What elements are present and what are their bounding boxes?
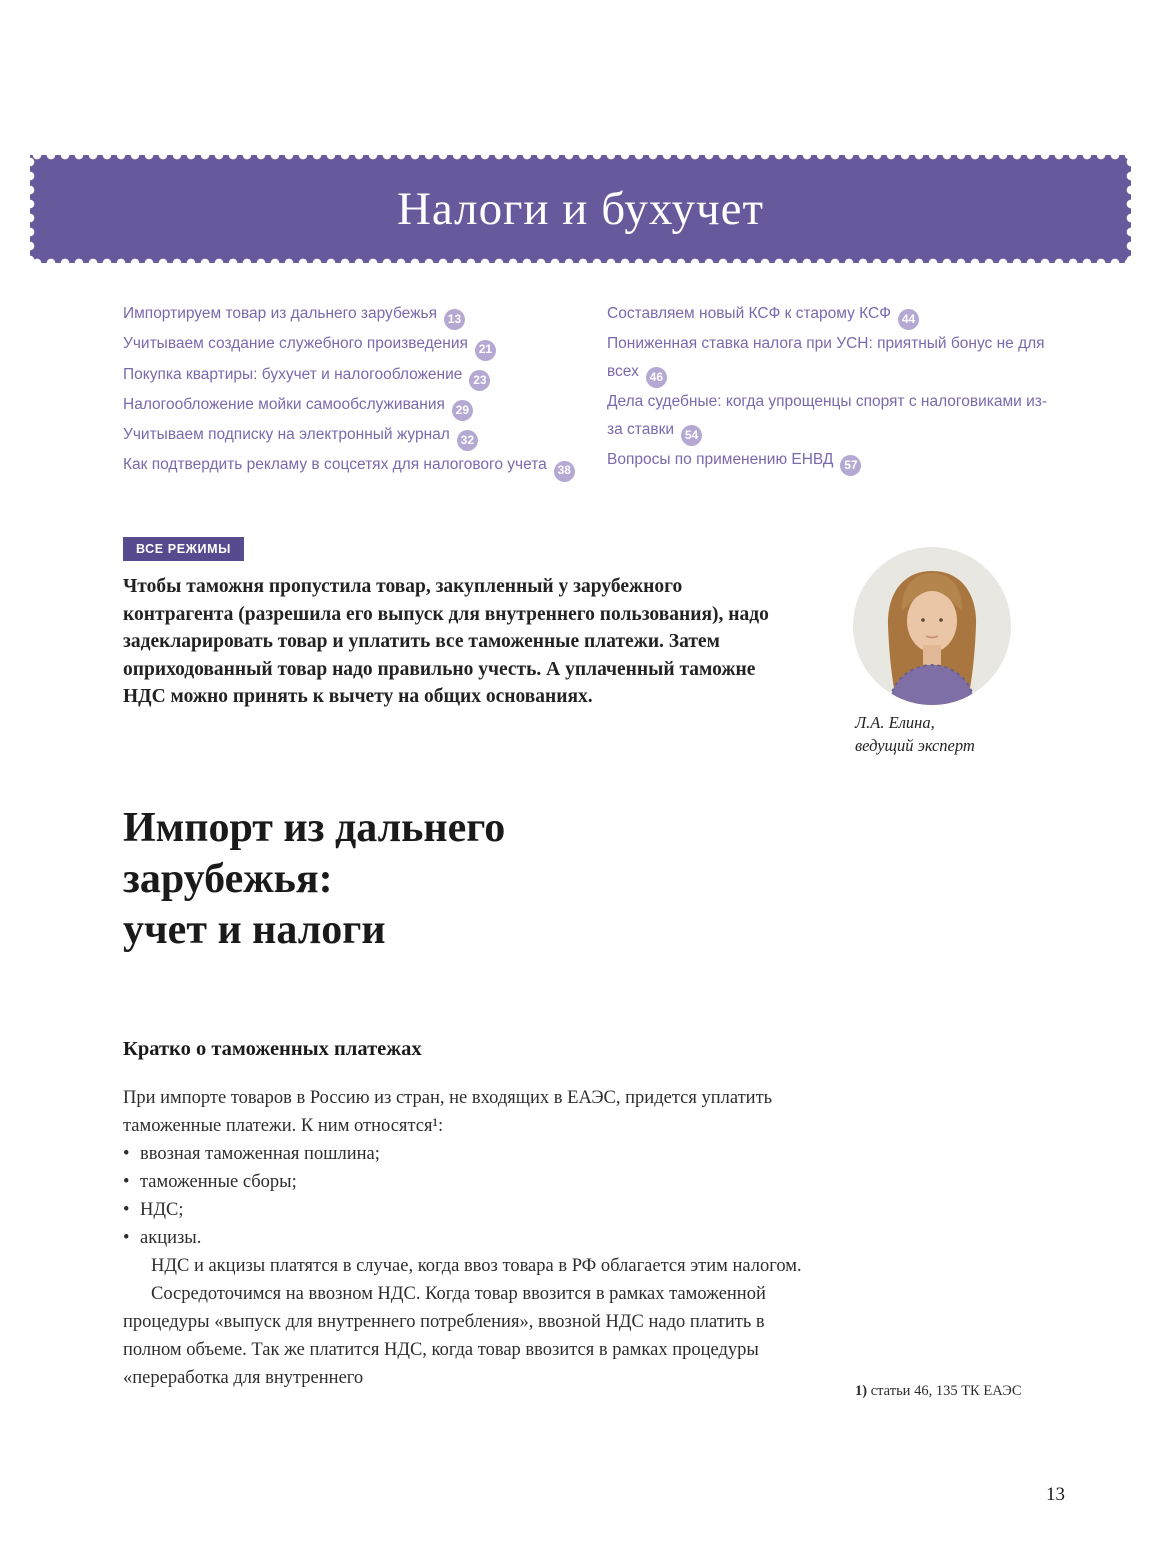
- page-number: 13: [1046, 1484, 1065, 1505]
- toc-page-badge: 46: [646, 367, 667, 388]
- author-photo: [853, 547, 1011, 705]
- author-role: ведущий эксперт: [855, 736, 975, 755]
- toc-item[interactable]: [123, 300, 589, 330]
- bullet-item: • НДС;: [123, 1196, 805, 1224]
- toc-item-label: Налогообложение мойки самообслуживания: [123, 395, 445, 413]
- article-body: [123, 1084, 805, 1392]
- toc-item[interactable]: [607, 446, 1057, 476]
- table-of-contents: [123, 300, 1083, 482]
- article-title-line: зарубежья:: [123, 856, 333, 902]
- article-title-line: учет и налоги: [123, 907, 386, 953]
- section-title: Налоги и бухучет: [396, 183, 765, 235]
- section-banner: [30, 155, 1131, 263]
- bullet-item: • таможенные сборы;: [123, 1168, 805, 1196]
- toc-item[interactable]: [607, 388, 1057, 446]
- toc-item-label: Импортируем товар из дальнего зарубежья: [123, 305, 437, 322]
- author-name: Л.А. Елина,: [855, 713, 935, 732]
- bullet-list: [123, 1140, 805, 1252]
- body-paragraph: Сосредоточимся на ввозном НДС. Когда товар ввозится в рамках таможенной процедуры «выпуск для внутреннего потребления», ввозной НДС надо платить в полном объеме. Так же платится НДС, когда товар ввозится в рамках процедуры «переработка для внутреннего: [123, 1284, 766, 1388]
- footnote: [855, 1381, 1085, 1401]
- toc-page-badge: 29: [452, 400, 473, 421]
- author-portrait-illustration: [853, 547, 1011, 705]
- footnote-text: статьи 46, 135 ТК ЕАЭС: [870, 1383, 1022, 1399]
- toc-item[interactable]: [123, 451, 589, 481]
- toc-item-label: Дела судебные: когда упрощенцы спорят с налоговиками из-за ставки: [607, 393, 1048, 438]
- toc-item-label: Учитываем создание служебного произведения: [123, 335, 468, 353]
- toc-item[interactable]: [607, 330, 1057, 388]
- toc-item-label: Пониженная ставка налога при УСН: приятный бонус не для всех: [607, 335, 1045, 380]
- toc-page-badge: 32: [457, 430, 478, 451]
- toc-item-label: Вопросы по применению ЕНВД: [607, 450, 834, 468]
- toc-item-label: Составляем новый КСФ к старому КСФ: [607, 305, 892, 322]
- toc-left-column: [123, 300, 607, 482]
- toc-page-badge: 21: [475, 340, 496, 361]
- body-paragraph: НДС и акцизы платятся в случае, когда ввоз товара в РФ облагается этим налогом.: [151, 1256, 802, 1276]
- author-block: [853, 547, 1043, 757]
- bullet-item: • ввозная таможенная пошлина;: [123, 1140, 805, 1168]
- toc-right-column: [607, 300, 1057, 482]
- regime-badge: ВСЕ РЕЖИМЫ: [123, 537, 244, 561]
- toc-item[interactable]: [123, 361, 589, 391]
- article-subheading: Кратко о таможенных платежах: [123, 1038, 422, 1060]
- toc-page-badge: 38: [554, 461, 575, 482]
- toc-page-badge: 23: [469, 370, 490, 391]
- toc-page-badge: 13: [444, 309, 465, 330]
- article-lead: Чтобы таможня пропустила товар, закупленный у зарубежного контрагента (разрешила его выпуск для внутреннего пользования), надо задекларировать товар и уплатить все таможенные платежи. Затем оприходованный товар надо правильно учесть. А уплаченный таможне НДС можно принять к вычету на общих основаниях.: [123, 576, 769, 707]
- footnote-marker: 1): [855, 1383, 868, 1399]
- body-paragraph: При импорте товаров в Россию из стран, не входящих в ЕАЭС, придется уплатить таможенные платежи. К ним относятся¹:: [123, 1088, 773, 1136]
- toc-item[interactable]: [123, 391, 589, 421]
- article-title-line: Импорт из дальнего: [123, 805, 506, 851]
- toc-item-label: Как подтвердить рекламу в соцсетях для налогового учета: [123, 456, 547, 474]
- toc-page-badge: 54: [681, 425, 702, 446]
- toc-item[interactable]: [123, 330, 589, 360]
- toc-page-badge: 44: [898, 309, 919, 330]
- toc-item-label: Покупка квартиры: бухучет и налогообложение: [123, 365, 463, 383]
- toc-item[interactable]: [123, 421, 589, 451]
- toc-item[interactable]: [607, 300, 1057, 330]
- author-caption: [855, 711, 1043, 757]
- article-title: [123, 803, 505, 956]
- toc-page-badge: 57: [840, 455, 861, 476]
- bullet-item: • акцизы.: [123, 1224, 805, 1252]
- toc-item-label: Учитываем подписку на электронный журнал: [123, 426, 450, 443]
